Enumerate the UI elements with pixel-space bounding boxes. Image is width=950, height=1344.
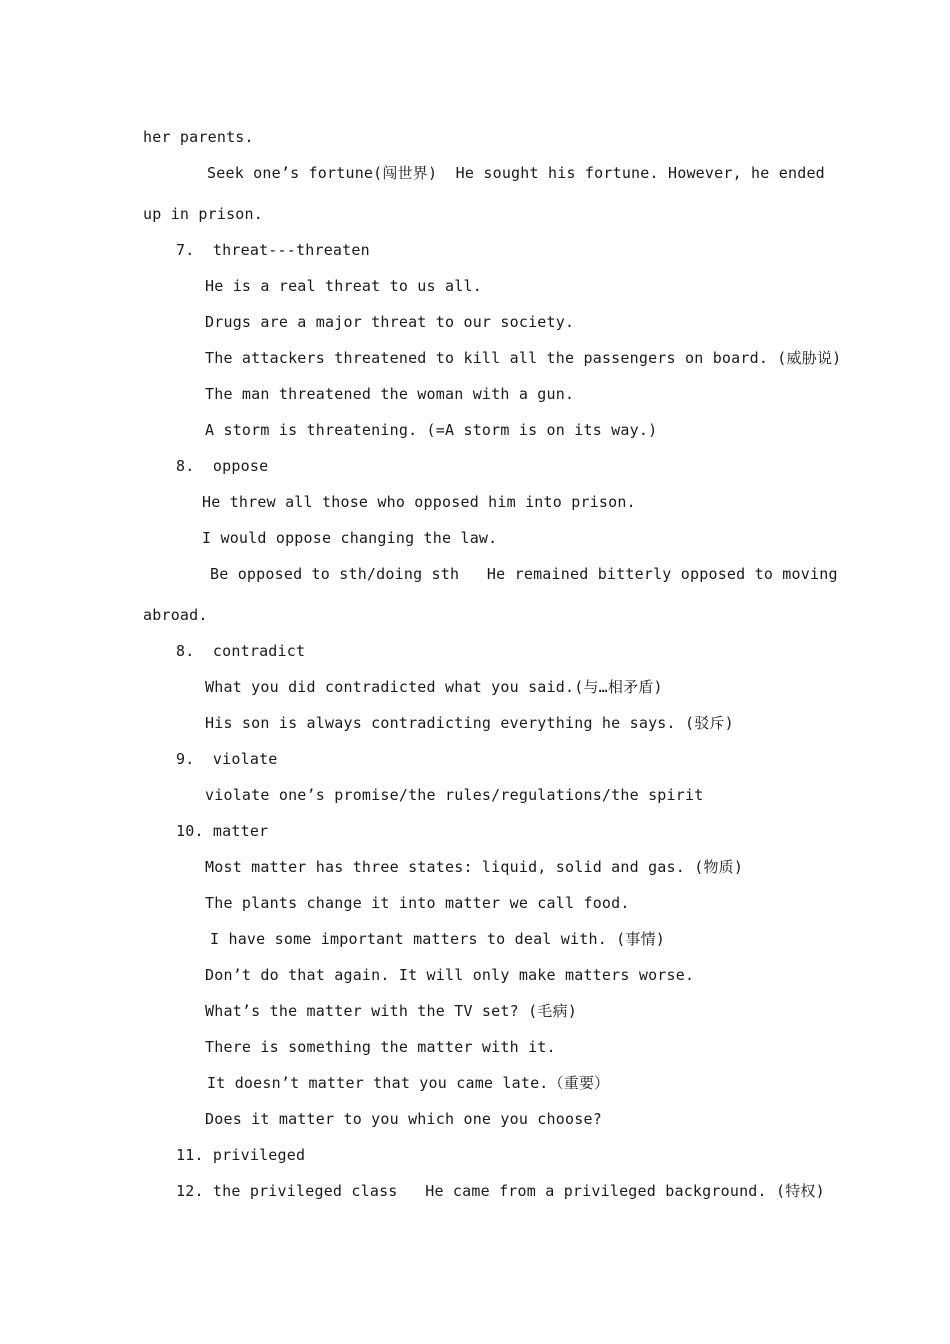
text-line: Don’t do that again. It will only make matters worse. [205,966,695,984]
text-line: up in prison. [143,205,263,223]
list-item-heading: 10. matter [176,822,269,840]
text-line: He threw all those who opposed him into prison. [202,493,636,511]
text-line: Most matter has three states: liquid, solid and gas. (物质) [205,858,744,876]
text-line: Does it matter to you which one you choose? [205,1110,602,1128]
text-line: her parents. [143,128,254,146]
text-line: I have some important matters to deal with. (事情) [210,930,666,948]
text-line: It doesn’t matter that you came late.（重要） [207,1074,610,1092]
text-line: A storm is threatening. (=A storm is on its way.) [205,421,658,439]
text-line: What you did contradicted what you said.(与…相矛盾) [205,678,663,696]
text-line: There is something the matter with it. [205,1038,556,1056]
text-line: Be opposed to sth/doing sth He remained bitterly opposed to moving [210,565,838,583]
list-item-heading: 8. contradict [176,642,306,660]
text-line: His son is always contradicting everything he says. (驳斥) [205,714,734,732]
text-line: violate one’s promise/the rules/regulations/the spirit [205,786,704,804]
text-line: The man threatened the woman with a gun. [205,385,575,403]
text-line: abroad. [143,606,208,624]
list-item-heading: 11. privileged [176,1146,306,1164]
list-item-heading: 7. threat---threaten [176,241,370,259]
text-line: Seek one’s fortune(闯世界) He sought his fortune. However, he ended [207,164,825,182]
text-line: He is a real threat to us all. [205,277,482,295]
list-item-heading: 9. violate [176,750,278,768]
text-line: The attackers threatened to kill all the passengers on board. (威胁说) [205,349,842,367]
text-line: Drugs are a major threat to our society. [205,313,575,331]
list-item-heading: 12. the privileged class He came from a privileged background. (特权) [176,1182,825,1200]
text-line: I would oppose changing the law. [202,529,498,547]
text-line: The plants change it into matter we call food. [205,894,630,912]
text-line: What’s the matter with the TV set? (毛病) [205,1002,577,1020]
list-item-heading: 8. oppose [176,457,269,475]
